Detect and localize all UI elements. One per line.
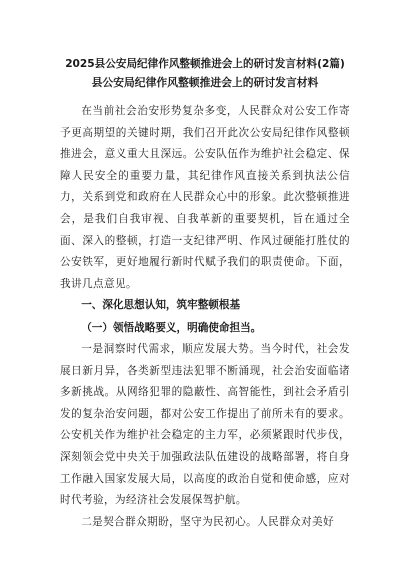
subsection-heading: （一）领悟战略要义，明确使命担当。 [81, 321, 262, 334]
document-subtitle: 县公安局纪律作风整顿推进会上的研讨发言材料 [91, 76, 319, 89]
section-heading: 一、深化思想认知，筑牢整顿根基 [81, 299, 241, 312]
body-paragraph: 一是洞察时代需求，顺应发展大势。当今时代，社会发展日新月异，各类新型违法犯罪不断涌现，社会治安面临诸多新挑战。从网络犯罪的隐蔽性、高智能性，到社会矛盾引发的复杂治安问题，都对公安工作提出了前所未有的要求。公安机关作为维护社会稳定的主力军，必须紧跟时代步伐，深刻领会党中央关于加强政法队伍建设的战略部署，将自身工作融入国家发展大局，以高度的政治自觉和使命感，应对时代考验，为经济社会发展保驾护航。 [60, 342, 350, 507]
body-paragraph: 二是契合群众期盼，坚守为民初心。人民群众对美好 [81, 515, 335, 528]
document-title: 2025县公安局纪律作风整顿推进会上的研讨发言材料(2篇) [65, 58, 345, 70]
intro-paragraph: 在当前社会治安形势复杂多变，人民群众对公安工作寄予更高期望的关键时期，我们召开此次公安局纪律作风整顿推进会，意义重大且深远。公安队伍作为维护社会稳定、保障人民安全的重要力量，其纪律作风直接关系到执法公信力，关系到党和政府在人民群众心中的形象。此次整顿推进会，是我们自我审视、自我革新的重要契机，旨在通过全面、深入的整顿，打造一支纪律严明、作风过硬能打胜仗的公安铁军，更好地履行新时代赋予我们的职责使命。下面，我讲几点意见。 [60, 105, 350, 290]
